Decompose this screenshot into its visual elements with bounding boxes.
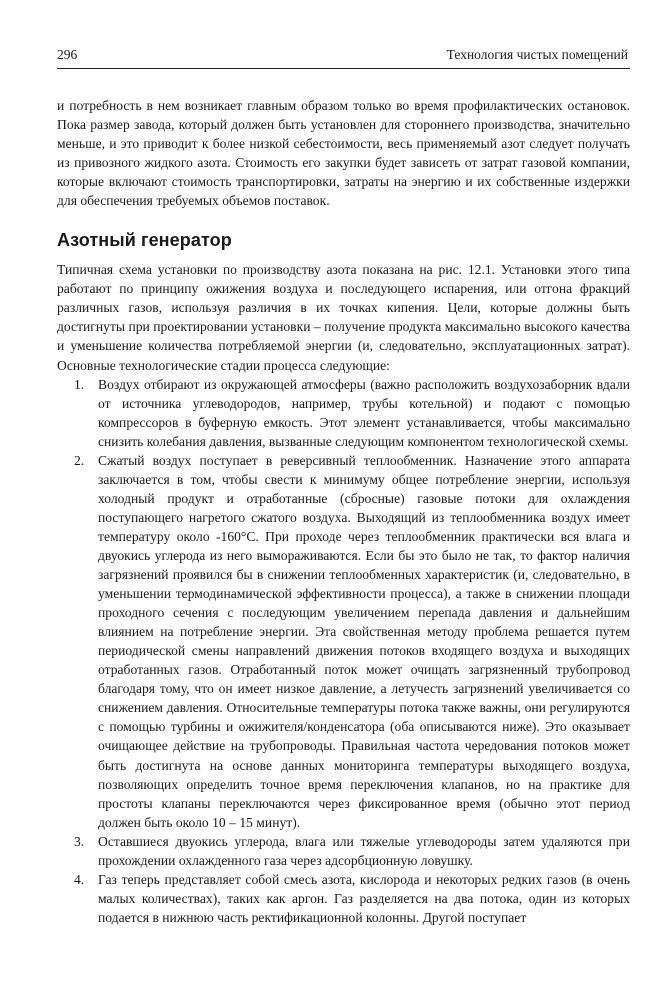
intro-paragraph: и потребность в нем возникает главным образом только во время профилактических остановок. Пока размер завода, который должен быть установлен для стороннего производства, значительно меньше, и это приводит к более низкой себестоимости, весь применяемый азот следует получать из привозного жидкого азота. Стоимость его закупки будет зависеть от затрат газовой компании, которые включают стоимость транспортировки, затраты на энергию и их собственные издержки для обеспечения требуемых объемов поставок. [57, 98, 630, 209]
list-item-number: 1. [74, 376, 85, 392]
list-item-text: Сжатый воздух поступает в реверсивный теплообменник. Назначение этого аппарата заключается в том, чтобы свести к минимуму общее потребление энергии, используя холодный продукт и отработанные (сбросные) газовые потоки для охлаждения поступающего нагретого сжатого воздуха. Выходящий из теплообменника воздух имеет температуру около -160°С. При проходе через теплообменник практически вся влага и двуокись углерода из него вымораживаются. Если бы это было не так, то фактор наличия загрязнений проявился бы в снижении теплообменных характеристик (и, следовательно, в уменьшении термодинамической эффективности процесса), а также в снижении площади проходного сечения с последующим увеличением перепада давления и дальнейшим влиянием на потребление энергии. Эта свойственная методу проблема решается путем периодической смены направлений движения потоков входящего воздуха и выходящих отработанных газов. Отработанный поток может очищать загрязненный трубопровод благодаря тому, что он имеет низкое давление, а летучесть загрязнений увеличивается со снижением давления. Относительные температуры потока также важны, они регулируются с помощью турбины и ожижителя/конденсатора (оба описываются ниже). Это оказывает очищающее действие на трубопроводы. Правильная частота чередования потоков может быть достигнута на основе данных мониторинга температуры выходящего воздуха, позволяющих определить точное время переключения клапанов, но на практике для простоты клапаны переключаются через фиксированное время (обычно этот период должен быть около 10 – 15 минут). [98, 452, 630, 830]
list-item-text: Газ теперь представляет собой смесь азота, кислорода и некоторых редких газов (в очень малых количествах), таких как аргон. Газ разделяется на два потока, один из которых подается в нижнюю часть ректификационной колонны. Другой поступает [98, 871, 630, 925]
list-item [57, 451, 630, 832]
page-number: 296 [57, 47, 78, 62]
list-item-number: 2. [74, 452, 85, 468]
running-header [57, 44, 630, 69]
list-item-number: 3. [74, 833, 85, 849]
list-item [57, 832, 630, 870]
list-item [57, 375, 630, 451]
section-paragraph: Типичная схема установки по производству азота показана на рис. 12.1. Установки этого типа работают по принципу ожижения воздуха и последующего испарения, или отгона фракций различных газов, используя различия в их точках кипения. Цели, которые должны быть достигнуты при проектировании установки – получение продукта максимально высокого качества и уменьшение количества потребляемой энергии (и, следовательно, эксплуатационных затрат). Основные технологические стадии процесса следующие: [57, 262, 630, 373]
list-item-text: Воздух отбирают из окружающей атмосферы (важно расположить воздухозаборник вдали от источника углеводородов, например, трубы котельной) и подают с помощью компрессоров в буферную емкость. Этот элемент устанавливается, чтобы максимально снизить колебания давления, вызванные следующим компонентом технологической схемы. [98, 376, 630, 449]
list-item [57, 870, 630, 927]
section-heading: Азотный генератор [57, 230, 232, 251]
book-title: Технология чистых помещений [446, 47, 628, 62]
list-item-text: Оставшиеся двуокись углерода, влага или тяжелые углеводороды затем удаляются при прохождении охлажденного газа через адсорбционную ловушку. [98, 833, 630, 868]
list-item-number: 4. [74, 871, 85, 887]
process-steps-list [57, 375, 630, 927]
page-body [57, 96, 630, 927]
